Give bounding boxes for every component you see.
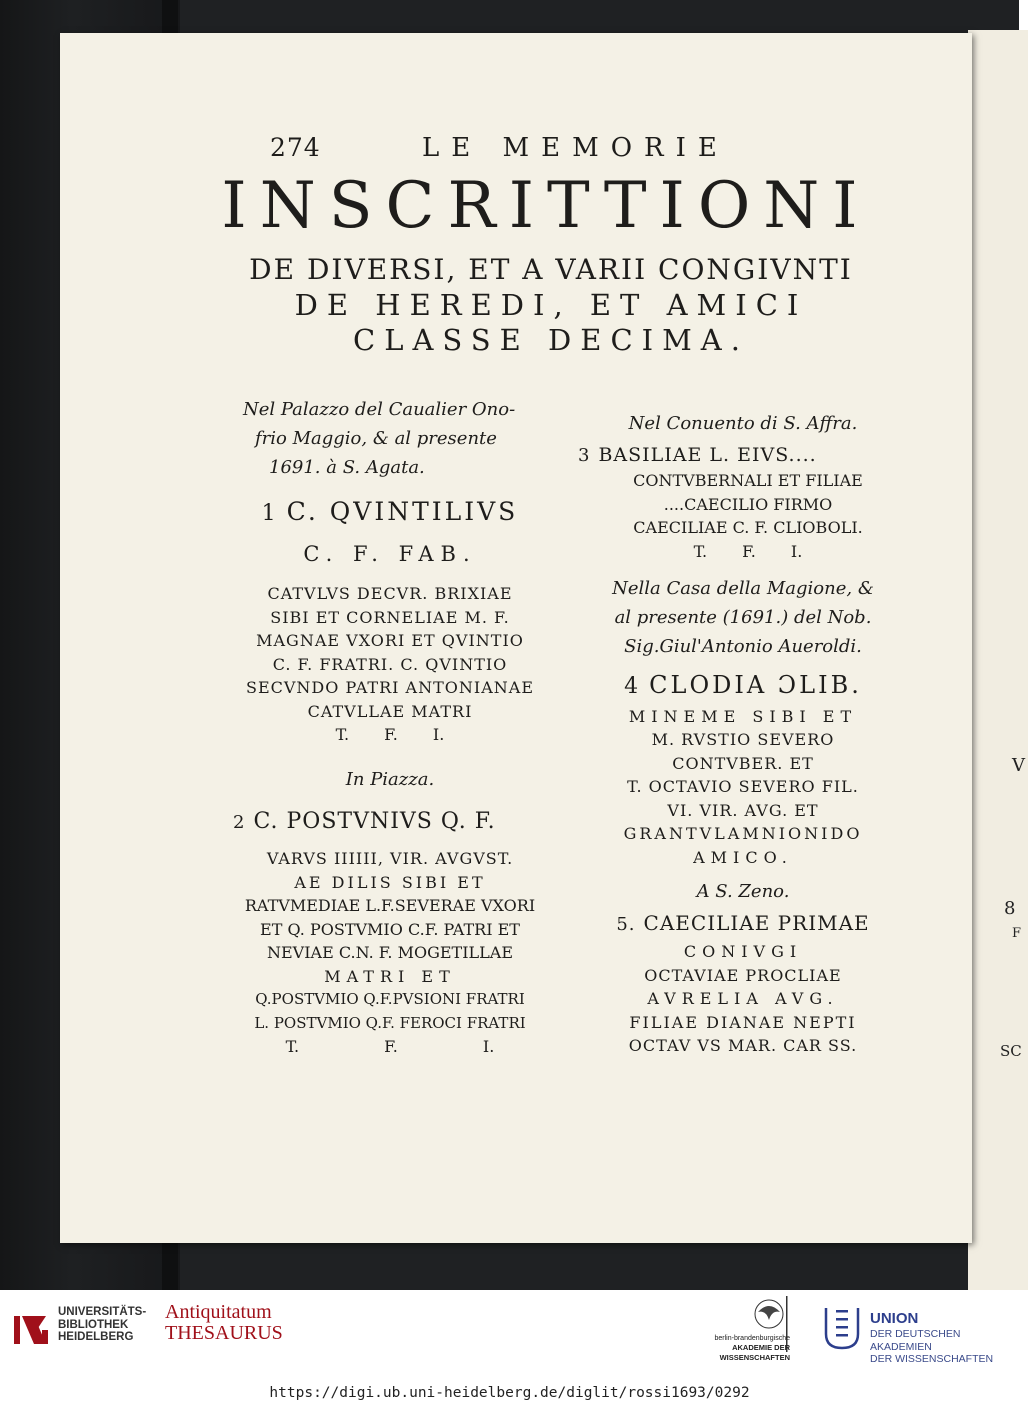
inscription-line: MINEME SIBI ET <box>628 706 858 726</box>
inscription-line: M. RVSTIO SEVERO <box>651 730 835 749</box>
inscription-line: OCTAV VS MAR. CAR SS. <box>628 1036 858 1055</box>
inscription-formula: T. F. I. <box>693 541 803 561</box>
inscription-line: OCTAVIAE PROCLIAE <box>644 965 842 985</box>
inscription-line: MATRI ET <box>324 966 456 986</box>
inscription-line: NEVIAE C.N. F. MOGETILLAE <box>267 943 513 962</box>
inscription-1 <box>225 494 555 747</box>
inscription-number: 3 <box>578 445 591 466</box>
inscription-formula: T. F. I. <box>335 725 445 744</box>
next-page-fragment: V <box>1012 755 1025 776</box>
inscription-number: 2 <box>233 812 246 833</box>
university-logo-icon[interactable] <box>12 1310 52 1350</box>
inscription-line: CONIVGI <box>683 942 803 961</box>
inscription-heading: 5. CAECILIAE PRIMAE <box>616 911 870 935</box>
university-library-name[interactable]: UNIVERSITÄTS- BIBLIOTHEK HEIDELBERG <box>58 1306 147 1343</box>
inscription-line: ET Q. POSTVMIO C.F. PATRI ET <box>260 919 520 939</box>
inscription-number: 1 <box>261 501 279 526</box>
inscription-line: SIBI ET CORNELIAE M. F. <box>270 607 510 627</box>
inscription-number: 4 <box>624 673 642 699</box>
inscription-2 <box>225 804 555 1059</box>
inscription-formula: T. F. I. <box>285 1037 495 1056</box>
subtitle-line: CLASSE DECIMA. <box>353 323 749 357</box>
subtitle-line: DE HEREDI, ET AMICI <box>294 288 808 322</box>
inscription-line: CATVLLAE MATRI <box>307 701 473 721</box>
inscription-line: GRANTVLAMNIONIDO <box>623 824 863 843</box>
inscription-line: VI. VIR. AVG. ET <box>667 800 819 820</box>
location-note: A S. Zeno. <box>696 881 790 902</box>
subtitle-line: DE DIVERSI, ET A VARII CONGIVNTI <box>249 253 853 286</box>
antiquitatum-thesaurus-logo[interactable]: Antiquitatum THESAURUS <box>165 1301 283 1344</box>
running-head: LE MEMORIE <box>422 133 729 163</box>
inscription-line: CAECILIAE C. F. CLIOBOLI. <box>633 518 863 537</box>
location-note: Nel Palazzo del Caualier Ono- frio Maggio, & al presente 1691. à S. Agata. <box>243 399 516 478</box>
union-logo-icon <box>822 1304 862 1354</box>
inscription-subheading: C. F. FAB. <box>303 542 477 566</box>
inscription-line: C. F. FRATRI. C. QVINTIO <box>272 654 508 674</box>
inscription-line: RATVMEDIAE L.F.SEVERAE VXORI <box>244 896 536 915</box>
inscription-line: MAGNAE VXORI ET QVINTIO <box>256 631 524 650</box>
page-header <box>60 133 972 173</box>
inscription-line: FILIAE DIANAE NEPTI <box>629 1012 857 1032</box>
inscription-line: AVRELIA AVG. <box>647 989 839 1008</box>
inscription-line: AE DILIS SIBI ET <box>294 872 486 892</box>
inscription-line: AMICO. <box>693 847 793 867</box>
location-note: In Piazza. <box>345 769 435 790</box>
union-academies-logo-text[interactable]: UNION DER DEUTSCHEN AKADEMIEN DER WISSENSCHAFTEN <box>870 1310 994 1365</box>
location-note: Nella Casa della Magione, & al presente (1691.) del Nob. Sig.Giul'Antonio Aueroldi. <box>612 577 874 657</box>
source-url[interactable]: https://digi.ub.uni-heidelberg.de/diglit/rossi1693/0292 <box>269 1385 750 1401</box>
inscription-5 <box>578 908 908 1058</box>
next-page-edge <box>968 30 1028 1290</box>
inscription-line: VARVS IIIIII, VIR. AVGVST. <box>266 849 514 868</box>
book-page <box>60 33 972 1243</box>
inscription-line: CONTVBERNALI ET FILIAE <box>633 471 863 490</box>
inscription-line: CATVLVS DECVR. BRIXIAE <box>267 584 513 603</box>
inscription-number: 5. <box>616 914 636 935</box>
next-page-fragment: SC <box>1000 1042 1022 1060</box>
page-number: 274 <box>270 133 321 162</box>
next-page-fragment: F <box>1012 926 1022 941</box>
inscription-heading: 4 CLODIA ƆLIB. <box>624 670 862 699</box>
inscription-4 <box>578 667 908 870</box>
inscription-heading: 1 C. QVINTILIVS <box>261 497 519 526</box>
right-column <box>578 391 908 1058</box>
inscription-heading: 3 BASILIAE L. EIVS.... <box>578 444 817 466</box>
inscription-line: SECVNDO PATRI ANTONIANAE <box>245 678 535 697</box>
inscription-3 <box>578 442 908 564</box>
next-page-fragment: 8 <box>1004 898 1016 919</box>
bbaw-logo-text[interactable]: berlin-brandenburgische AKADEMIE DER WISSENSCHAFTEN <box>714 1335 790 1362</box>
location-note: Nel Conuento di S. Affra. <box>628 413 858 434</box>
page-title: INSCRITTIONI <box>221 169 871 243</box>
left-column <box>225 391 555 1059</box>
inscription-line: CONTVBER. ET <box>672 753 814 773</box>
inscription-line: L. POSTVMIO Q.F. FEROCI FRATRI <box>254 1013 526 1032</box>
inscription-heading: 2 C. POSTVNIVS Q. F. <box>233 809 496 834</box>
inscription-line: T. OCTAVIO SEVERO FIL. <box>627 777 859 796</box>
viewer-footer <box>0 1290 1019 1412</box>
inscription-line: Q.POSTVMIO Q.F.PVSIONI FRATRI <box>255 990 525 1008</box>
inscription-line: ....CAECILIO FIRMO <box>663 494 833 514</box>
